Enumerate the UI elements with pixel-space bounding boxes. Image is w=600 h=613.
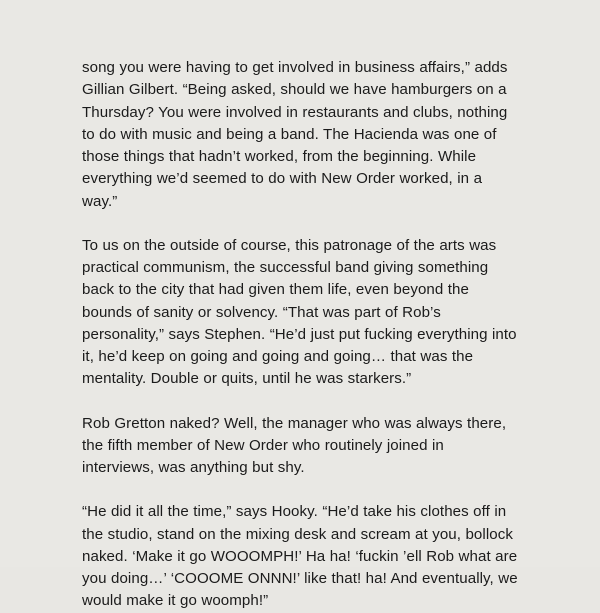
paragraph: Rob Gretton naked? Well, the manager who was always there, the fifth member of New Order who routinely joined in interviews, was anything but shy. [82, 414, 507, 476]
body-text-column [82, 57, 519, 613]
paragraph: song you were having to get involved in business affairs,” adds Gillian Gilbert. “Being asked, should we have hamburgers on a Thursday? You were involved in restaurants and clubs, nothing to do with music and being a band. The Hacienda was one of those things that hadn’t worked, from the beginning. While everything we’d seemed to do with New Order worked, in a way.” [82, 59, 508, 210]
paragraph: “He did it all the time,” says Hooky. “He’d take his clothes off in the studio, stand on the mixing desk and scream at you, bollock naked. ‘Make it go WOOOMPH!’ Ha ha! ‘fuckin ’ell Rob what are you doing…’ ‘COOOME ONNN!’ like that! ha! And eventually, we would make it go woomph!” [82, 503, 518, 610]
paragraph: To us on the outside of course, this patronage of the arts was practical communism, the successful band giving something back to the city that had given them life, even beyond the bounds of sanity or solvency. “That was part of Rob’s personality,” says Stephen. “He’d just put fucking everything into it, he’d keep on going and going and going… that was the mentality. Double or quits, until he was starkers.” [82, 236, 517, 388]
